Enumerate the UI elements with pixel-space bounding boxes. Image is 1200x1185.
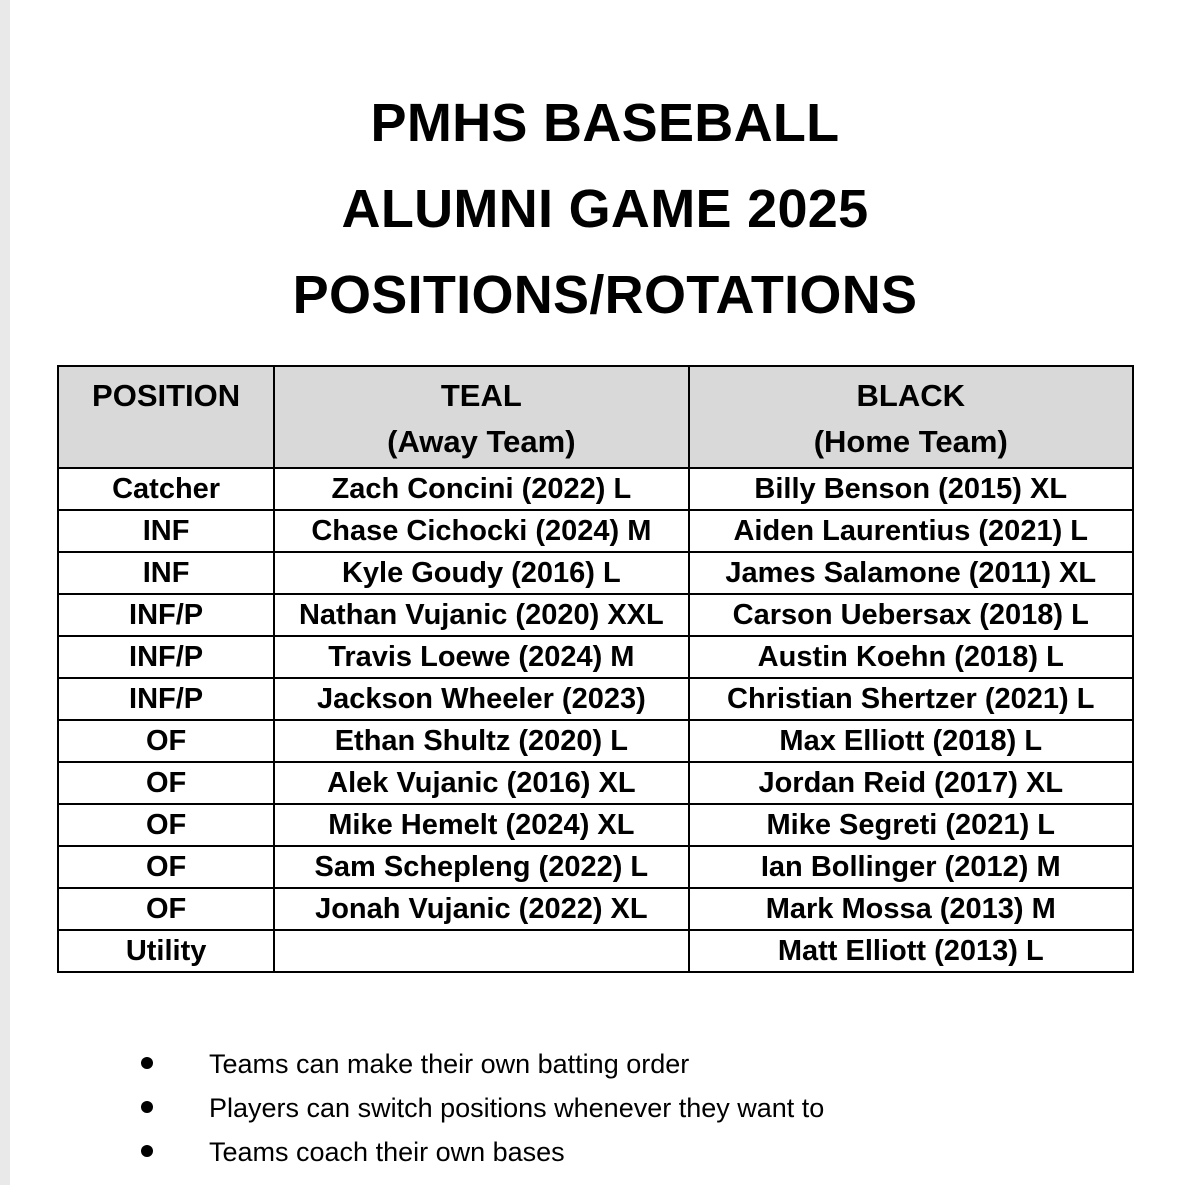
position-cell: INF [58, 510, 274, 552]
table-header-row [58, 366, 1133, 468]
black-player-cell: Mark Mossa (2013) M [689, 888, 1134, 930]
bullet-icon [141, 1057, 153, 1069]
teal-player-cell: Sam Schepleng (2022) L [274, 846, 688, 888]
header-black-name: BLACK [856, 378, 965, 413]
note-text: Teams can make their own batting order [209, 1049, 690, 1079]
teal-player-cell: Ethan Shultz (2020) L [274, 720, 688, 762]
table-row [58, 762, 1133, 804]
table-row [58, 510, 1133, 552]
notes-list [125, 1042, 824, 1174]
note-text: Players can switch positions whenever they want to [209, 1093, 825, 1123]
document-page [10, 0, 1200, 1185]
header-teal-name: TEAL [440, 378, 522, 413]
teal-player-cell: Alek Vujanic (2016) XL [274, 762, 688, 804]
bullet-icon [141, 1145, 153, 1157]
header-black-sub: (Home Team) [813, 424, 1008, 459]
teal-player-cell [274, 930, 688, 972]
table-row [58, 636, 1133, 678]
title-line-1: PMHS BASEBALL [370, 93, 840, 153]
black-player-cell: Max Elliott (2018) L [689, 720, 1134, 762]
position-cell: OF [58, 888, 274, 930]
table-row [58, 888, 1133, 930]
position-cell: OF [58, 846, 274, 888]
list-item [125, 1042, 824, 1086]
teal-player-cell: Kyle Goudy (2016) L [274, 552, 688, 594]
position-cell: OF [58, 804, 274, 846]
black-player-cell: Carson Uebersax (2018) L [689, 594, 1134, 636]
teal-player-cell: Chase Cichocki (2024) M [274, 510, 688, 552]
page-title [10, 80, 1200, 338]
teal-player-cell: Travis Loewe (2024) M [274, 636, 688, 678]
table-row [58, 594, 1133, 636]
black-player-cell: Ian Bollinger (2012) M [689, 846, 1134, 888]
title-line-3: POSITIONS/ROTATIONS [292, 265, 918, 325]
position-cell: Catcher [58, 468, 274, 510]
table-row [58, 846, 1133, 888]
black-player-cell: Austin Koehn (2018) L [689, 636, 1134, 678]
header-teal [274, 366, 688, 468]
teal-player-cell: Jonah Vujanic (2022) XL [274, 888, 688, 930]
table-row [58, 552, 1133, 594]
header-position: POSITION [58, 366, 274, 468]
list-item [125, 1130, 824, 1174]
black-player-cell: James Salamone (2011) XL [689, 552, 1134, 594]
position-cell: INF/P [58, 636, 274, 678]
table-row [58, 930, 1133, 972]
position-cell: INF/P [58, 594, 274, 636]
position-cell: OF [58, 720, 274, 762]
note-text: Teams coach their own bases [209, 1137, 565, 1167]
title-line-2: ALUMNI GAME 2025 [341, 179, 869, 239]
teal-player-cell: Zach Concini (2022) L [274, 468, 688, 510]
teal-player-cell: Nathan Vujanic (2020) XXL [274, 594, 688, 636]
black-player-cell: Billy Benson (2015) XL [689, 468, 1134, 510]
list-item [125, 1086, 824, 1130]
bullet-icon [141, 1101, 153, 1113]
roster-table [57, 365, 1134, 973]
position-cell: Utility [58, 930, 274, 972]
table-row [58, 804, 1133, 846]
table-row [58, 468, 1133, 510]
position-cell: INF/P [58, 678, 274, 720]
teal-player-cell: Jackson Wheeler (2023) [274, 678, 688, 720]
black-player-cell: Matt Elliott (2013) L [689, 930, 1134, 972]
header-black [689, 366, 1134, 468]
black-player-cell: Jordan Reid (2017) XL [689, 762, 1134, 804]
black-player-cell: Aiden Laurentius (2021) L [689, 510, 1134, 552]
header-teal-sub: (Away Team) [387, 424, 576, 459]
position-cell: INF [58, 552, 274, 594]
teal-player-cell: Mike Hemelt (2024) XL [274, 804, 688, 846]
black-player-cell: Christian Shertzer (2021) L [689, 678, 1134, 720]
position-cell: OF [58, 762, 274, 804]
table-row [58, 720, 1133, 762]
black-player-cell: Mike Segreti (2021) L [689, 804, 1134, 846]
table-row [58, 678, 1133, 720]
